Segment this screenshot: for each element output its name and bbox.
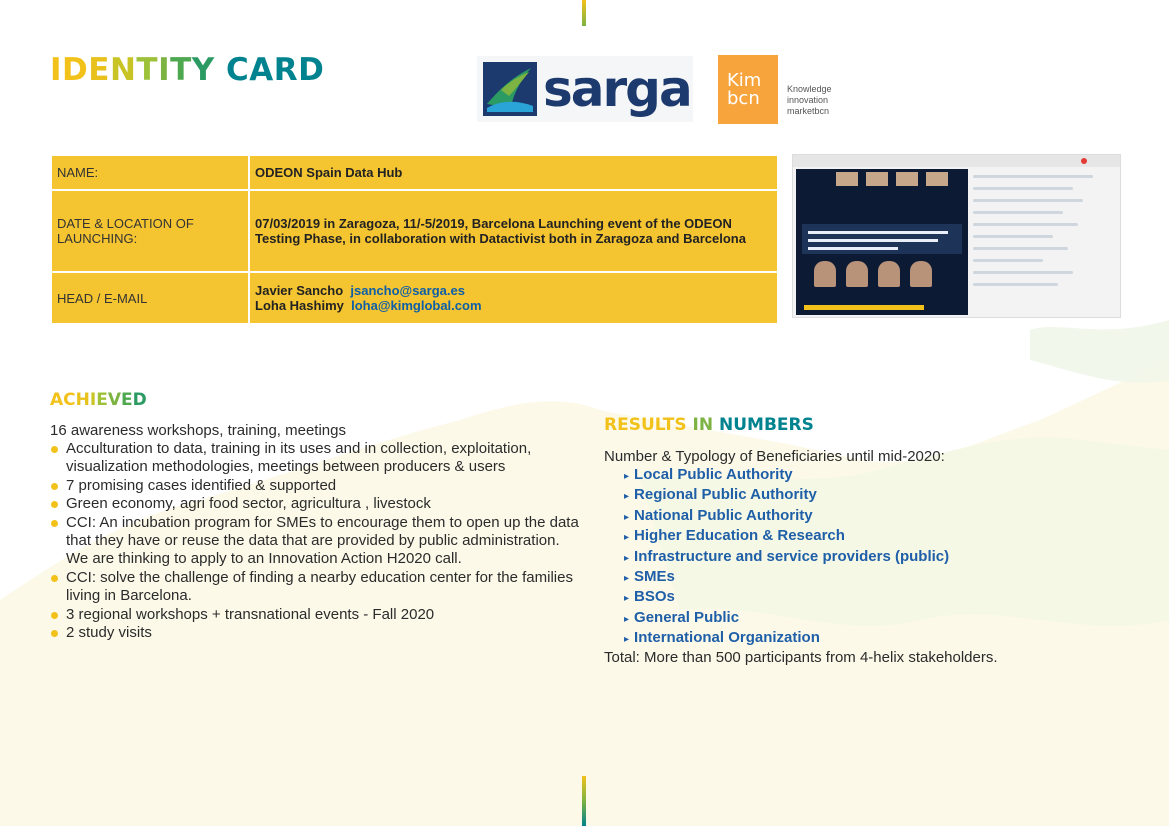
title-letter: A	[249, 52, 274, 88]
title-letter: IN	[692, 415, 720, 435]
beneficiary-type-label: SMEs	[634, 568, 675, 586]
speaker-photo	[910, 261, 932, 287]
page-title	[50, 52, 324, 88]
achieved-list	[50, 440, 580, 642]
title-letter: R	[273, 52, 299, 88]
participant-row	[973, 199, 1083, 202]
beneficiary-type-item	[624, 466, 949, 486]
beneficiary-type-label: Regional Public Authority	[634, 486, 817, 504]
beneficiary-type-label: Infrastructure and service providers (public)	[634, 547, 950, 565]
beneficiary-type-item	[624, 548, 949, 568]
head-contact	[255, 283, 772, 298]
title-letter: C	[226, 52, 250, 88]
title-letter: E	[121, 390, 133, 410]
achieved-intro: 16 awareness workshops, training, meetings	[50, 422, 346, 439]
title-letter: V	[107, 390, 122, 410]
results-list	[624, 466, 949, 650]
slide-text-line	[808, 231, 948, 234]
launch-label: DATE & LOCATION OF LAUNCHING:	[51, 190, 249, 272]
kim-tagline-line: innovation	[787, 95, 829, 105]
name-label: NAME:	[51, 155, 249, 190]
participant-row	[973, 271, 1073, 274]
triangle-bullet-icon: ▸	[624, 613, 630, 625]
participant-thumbnail	[926, 172, 948, 186]
sarga-logo-text: sarga	[543, 60, 691, 118]
triangle-bullet-icon: ▸	[624, 511, 630, 523]
participant-thumbnail	[896, 172, 918, 186]
name-value: ODEON Spain Data Hub	[249, 155, 778, 190]
beneficiary-type-item	[624, 486, 949, 506]
achieved-item: Green economy, agri food sector, agricultura , livestock	[50, 495, 580, 513]
achieved-item: CCI: solve the challenge of finding a nearby education center for the families living in Barcelona.	[50, 569, 580, 606]
results-heading	[604, 415, 814, 435]
kim-logo-tagline	[787, 84, 832, 117]
achieved-item: 7 promising cases identified & supported	[50, 477, 580, 495]
participant-row	[973, 175, 1093, 178]
webinar-screenshot	[792, 154, 1121, 318]
achieved-item: Acculturation to data, training in its uses and in collection, exploitation, visualization methodologies, meetings between producers & users	[50, 440, 580, 477]
triangle-bullet-icon: ▸	[624, 532, 630, 544]
triangle-bullet-icon: ▸	[624, 552, 630, 564]
beneficiary-type-item	[624, 507, 949, 527]
webinar-window-titlebar	[793, 155, 1120, 167]
sarga-logo	[477, 56, 693, 122]
achieved-item: CCI: An incubation program for SMEs to encourage them to open up the data that they have or reuse the data that are provided by public administration. We are thinking to apply to an Innovation Action H2020 call.	[50, 514, 580, 569]
launch-value: 07/03/2019 in Zaragoza, 11/-5/2019, Barcelona Launching event of the ODEON Testing Phase, in collaboration with Datactivist both in Zaragoza and Barcelona	[249, 190, 778, 272]
title-letter: T	[170, 52, 192, 88]
identity-row-name	[51, 155, 778, 190]
title-letter: N	[109, 52, 137, 88]
kim-logo-line1: Kim	[727, 70, 762, 91]
title-letter: D	[62, 52, 89, 88]
beneficiary-type-item	[624, 629, 949, 649]
beneficiary-type-label: International Organization	[634, 629, 820, 647]
title-letter: Y	[191, 52, 215, 88]
kim-tagline-line: marketbcn	[787, 106, 830, 116]
beneficiary-type-label: Higher Education & Research	[634, 527, 845, 545]
beneficiary-type-label: General Public	[634, 608, 740, 626]
head-label: HEAD / E-MAIL	[51, 272, 249, 324]
triangle-bullet-icon: ▸	[624, 471, 630, 482]
title-letter: NUMBERS	[719, 415, 814, 435]
identity-row-head	[51, 272, 778, 324]
participant-row	[973, 283, 1058, 286]
record-icon	[1081, 158, 1087, 164]
results-total: Total: More than 500 participants from 4-helix stakeholders.	[604, 649, 998, 666]
title-letter: I	[50, 52, 63, 88]
sarga-emblem-icon	[481, 60, 539, 118]
beneficiary-type-item	[624, 609, 949, 629]
title-letter: E	[96, 390, 108, 410]
kimbcn-logo	[718, 55, 778, 124]
title-letter: I	[158, 52, 171, 88]
speaker-photo	[814, 261, 836, 287]
head-email-link[interactable]: loha@kimglobal.com	[351, 298, 482, 313]
achieved-heading	[50, 390, 147, 410]
participant-row	[973, 211, 1063, 214]
title-letter: A	[50, 390, 64, 410]
title-letter: T	[136, 52, 159, 88]
participant-thumbnail	[836, 172, 858, 186]
head-email-link[interactable]: jsancho@sarga.es	[350, 283, 465, 298]
title-letter: H	[75, 390, 90, 410]
title-letter: E	[88, 52, 110, 88]
head-contact	[255, 298, 772, 313]
speaker-photo	[878, 261, 900, 287]
kim-tagline-line: Knowledge	[787, 84, 832, 94]
head-value	[249, 272, 778, 324]
achieved-item: 3 regional workshops + transnational events - Fall 2020	[50, 606, 580, 624]
beneficiary-type-label: National Public Authority	[634, 506, 813, 524]
slide-text-line	[808, 247, 898, 250]
results-intro: Number & Typology of Beneficiaries until mid-2020:	[604, 448, 945, 465]
participant-row	[973, 235, 1053, 238]
head-name: Loha Hashimy	[255, 298, 344, 313]
title-letter: RESULTS	[604, 415, 693, 435]
participant-thumbnail	[866, 172, 888, 186]
triangle-bullet-icon: ▸	[624, 634, 630, 646]
participant-row	[973, 247, 1068, 250]
identity-table	[50, 154, 779, 325]
beneficiary-type-label: BSOs	[634, 588, 675, 606]
participant-row	[973, 223, 1078, 226]
speaker-photo	[846, 261, 868, 287]
top-divider	[582, 0, 586, 26]
beneficiary-type-label: Local Public Authority	[634, 466, 793, 483]
bottom-divider	[582, 776, 586, 826]
title-letter	[215, 52, 226, 88]
title-letter: D	[132, 390, 147, 410]
head-name: Javier Sancho	[255, 283, 344, 298]
webinar-video-area	[796, 169, 968, 315]
title-letter: D	[298, 52, 325, 88]
participant-row	[973, 187, 1073, 190]
triangle-bullet-icon: ▸	[624, 593, 630, 605]
beneficiary-type-item	[624, 527, 949, 547]
achieved-item: 2 study visits	[50, 624, 580, 642]
slide-text-line	[808, 239, 938, 242]
kim-logo-line2: bcn	[727, 88, 760, 109]
identity-row-launch	[51, 190, 778, 272]
title-letter: I	[89, 390, 97, 410]
triangle-bullet-icon: ▸	[624, 491, 630, 503]
triangle-bullet-icon: ▸	[624, 573, 630, 585]
participants-list	[973, 175, 1113, 295]
beneficiary-type-item	[624, 588, 949, 608]
participant-row	[973, 259, 1043, 262]
beneficiary-type-item	[624, 568, 949, 588]
title-letter: C	[63, 390, 76, 410]
slide-footer-bar	[804, 305, 924, 310]
